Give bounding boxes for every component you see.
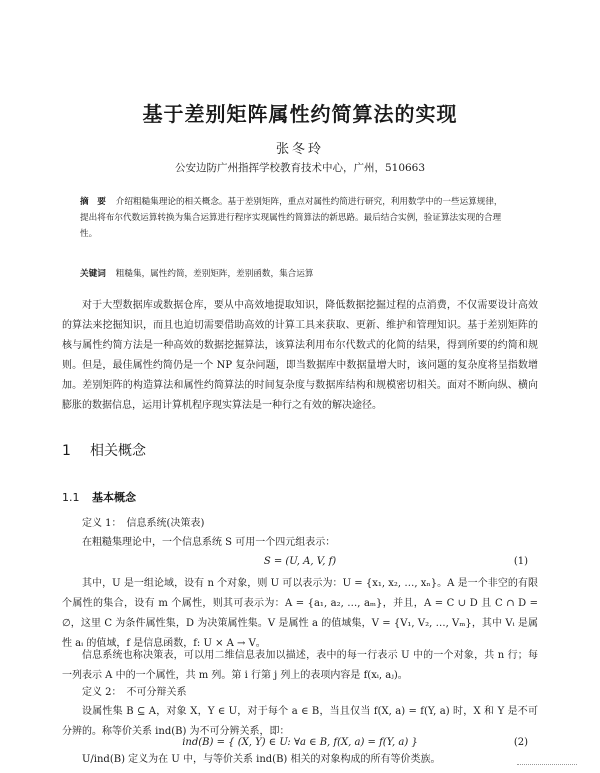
section-number: 1	[62, 443, 71, 459]
equation-1-expression: S = (U, A, V, f)	[263, 556, 337, 567]
abstract-text: 介绍粗糙集理论的相关概念。基于差别矩阵，重点对属性约简进行研究，利用数学中的一些运算规律，提出将布尔代数运算转换为集合运算进行程序实现属性约简算法的新思路。最后结合实例，验证算法实现的合理性。	[80, 197, 503, 239]
subsection-heading	[62, 489, 136, 505]
intro-paragraph: 对于大型数据库或数据仓库，要从中高效地提取知识，降低数据挖掘过程的点消费，不仅需要设计高效的算法来挖掘知识，而且也迫切需要借助高效的计算工具来获取、更新、维护和管理知识。基于差别矩阵的核与属性约简方法是一种高效的数据挖掘算法，该算法利用布尔代数式的化简的结果，得到所要的约简和规则。但是，最佳属性约简仍是一个 NP 复杂问题，即当数据库中数据量增大时，该问题的复杂度将呈指数增加。差别矩阵的构造算法和属性约简算法的时间复杂度与数据库结构和规模密切相关。面对不断向纵、横向膨胀的数据信息，运用计算机程序现实算法是一种行之有效的解决途径。	[62, 300, 538, 411]
equation-1-number: (1)	[513, 556, 528, 567]
keywords-text: 粗糙集，属性约简，差别矩阵，差别函数，集合运算	[115, 269, 314, 279]
equation-2-expression: ind(B) = { (X, Y) ∈ U: ∀a ∈ B, f(X, a) = f(Y, a) }	[182, 737, 418, 748]
paper-title: 基于差别矩阵属性约简算法的实现	[142, 102, 458, 126]
keywords	[80, 267, 510, 281]
abstract	[80, 194, 510, 242]
definition-1-text: 其中，U 是一组论域，设有 n 个对象，则 U 可以表示为：U = {x₁, x₂, …, xₙ}。A 是一个非空的有限个属性的集合，设有 m 个属性，则其可表示为：A = {a₁, a₂, …, aₘ}，并且，A = C ∪ D 且 C ∩ D = ∅，这里 C 为条件属性集，D 为决策属性集。V 是属性 a 的值域集，V = {V₁, V₂, …, Vₘ}，其中 Vᵢ 是属性 aᵢ 的值域，f 是信息函数，f: U × A → V。	[62, 578, 538, 649]
section-heading	[62, 440, 146, 460]
definition-2-text: 设属性集 B ⊆ A，对象 X，Y ∈ U，对于每个 a ∈ B，当且仅当 f(X, a) = f(Y, a) 时，X 和 Y 是不可分辨的。称等价关系 ind(B) 为不可分辨关系，即：	[62, 706, 538, 737]
definition-1-table-text: 信息系统也称决策表，可以用二维信息表加以描述，表中的每一行表示 U 中的一个对象，共 n 行；每一列表示 A 中的一个属性，共 m 列。第 i 行第 j 列上的表项内容是 f(xᵢ, aⱼ)。	[62, 650, 538, 681]
equation-1	[62, 556, 538, 570]
scan-artifact	[517, 764, 577, 767]
definition-1-intro: 在粗糙集理论中，一个信息系统 S 可用一个四元组表示：	[82, 537, 336, 548]
abstract-label: 摘 要	[80, 197, 106, 207]
definition-2-after: U/ind(B) 定义为在 U 中，与等价关系 ind(B) 相关的对象构成的所有等价类族。	[82, 754, 441, 765]
keywords-label: 关键词	[80, 269, 106, 279]
author-name: 张冬玲	[275, 142, 324, 157]
subsection-number: 1.1	[62, 491, 80, 504]
author-affiliation: 公安边防广州指挥学校教育技术中心，广州，510663	[174, 162, 426, 174]
equation-2-number: (2)	[513, 737, 528, 748]
equation-2	[62, 737, 538, 751]
section-title: 相关概念	[90, 443, 146, 459]
definition-1-heading: 定义 1： 信息系统(决策表)	[82, 518, 205, 529]
definition-2-heading: 定义 2： 不可分辩关系	[82, 687, 187, 698]
subsection-title: 基本概念	[92, 491, 136, 504]
